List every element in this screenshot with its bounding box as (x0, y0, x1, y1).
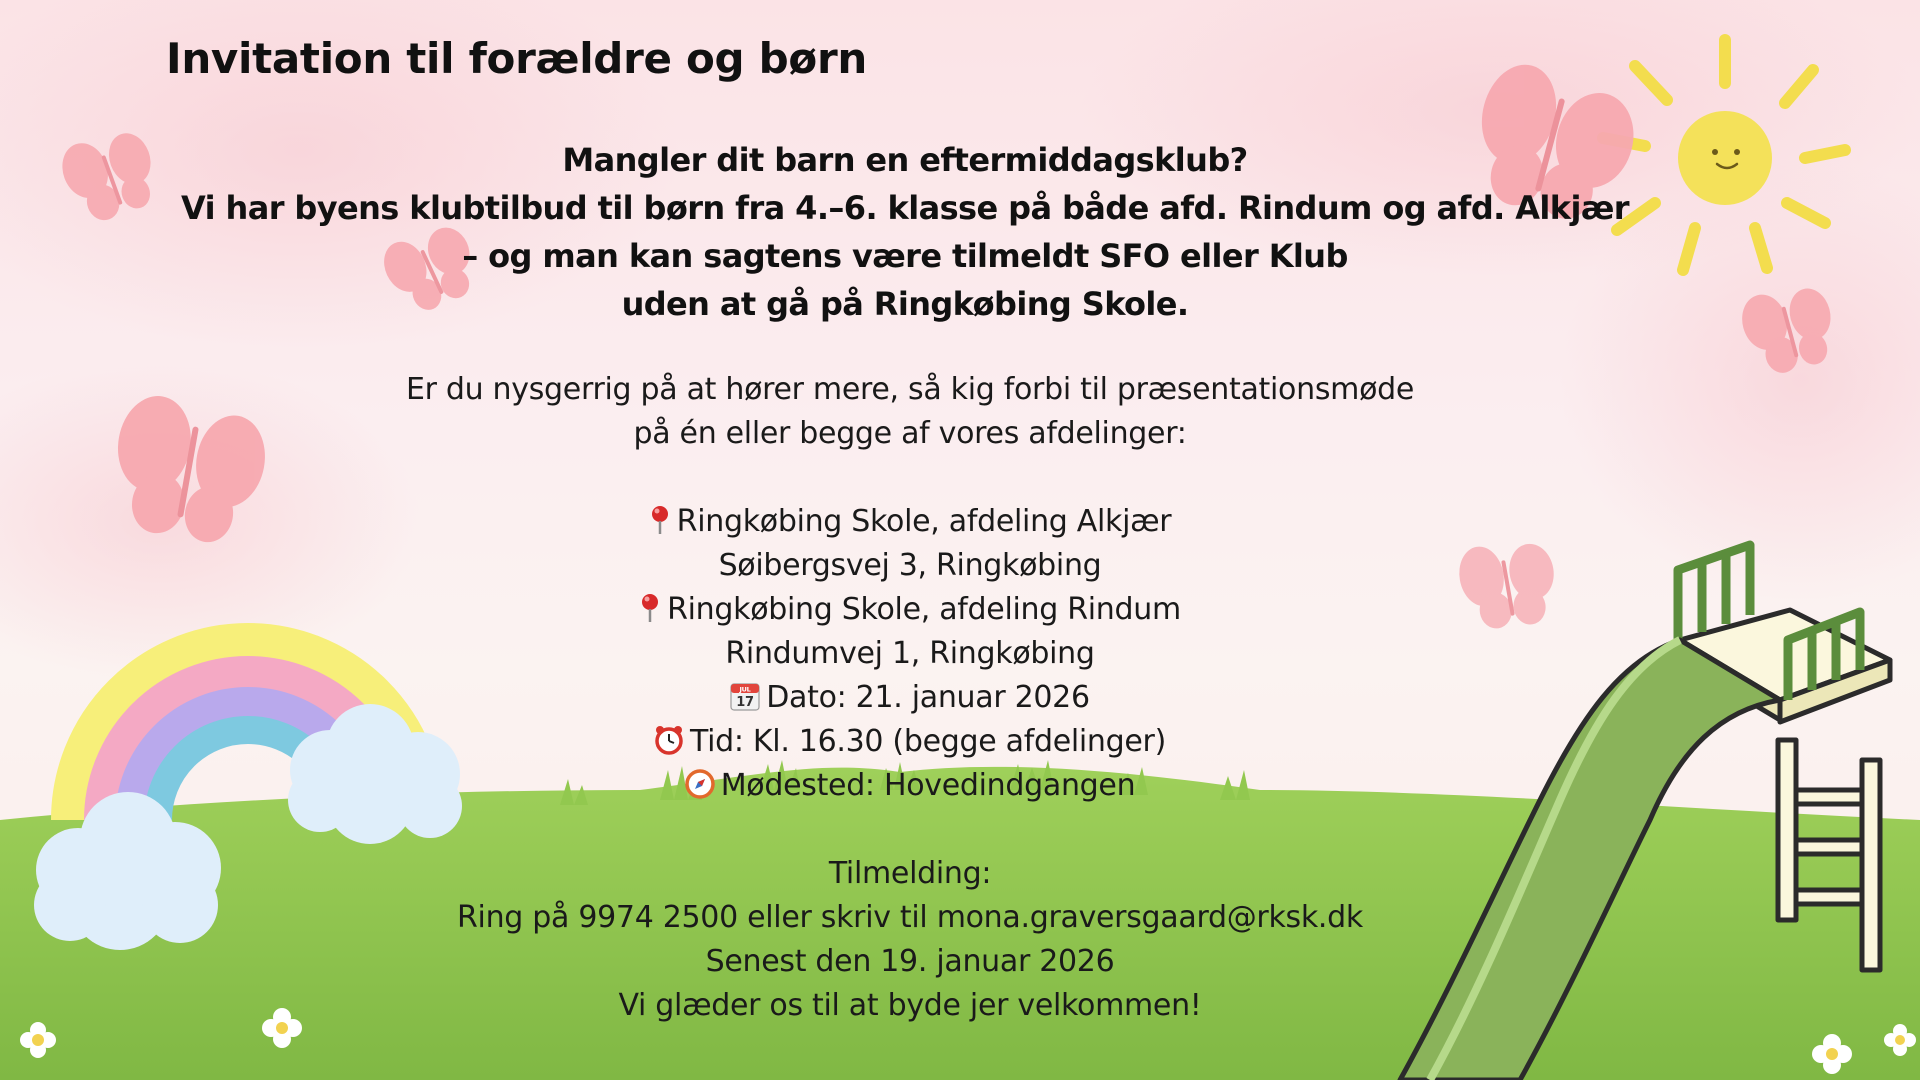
location-address: Rindumvej 1, Ringkøbing (725, 636, 1095, 671)
meeting-place-text: Mødested: Hovedindgangen (720, 768, 1136, 803)
meeting-details (310, 500, 1510, 808)
location-address: Søibergsvej 3, Ringkøbing (718, 548, 1102, 583)
compass-icon (685, 769, 715, 799)
meeting-place-line (310, 764, 1510, 808)
invite-line-2: på én eller begge af vores afdelinger: (633, 416, 1187, 451)
intro-line-3: – og man kan sagtens være tilmeldt SFO eller Klub (462, 237, 1348, 275)
time-text: Tid: Kl. 16.30 (begge afdelinger) (690, 724, 1166, 759)
date-text: Dato: 21. januar 2026 (766, 680, 1090, 715)
invite-paragraph (310, 368, 1510, 456)
signup-block (310, 852, 1510, 1028)
time-line (310, 720, 1510, 764)
intro-line-4: uden at gå på Ringkøbing Skole. (621, 285, 1189, 323)
intro-line-2: Vi har byens klubtilbud til børn fra 4.–6. klasse på både afd. Rindum og afd. Alkjær (181, 189, 1629, 227)
location-name: Ringkøbing Skole, afdeling Rindum (667, 592, 1181, 627)
closing-line: Vi glæder os til at byde jer velkommen! (618, 988, 1202, 1023)
intro-line-1: Mangler dit barn en eftermiddagsklub? (562, 141, 1248, 179)
date-line (310, 676, 1510, 720)
signup-deadline: Senest den 19. januar 2026 (705, 944, 1115, 979)
round-pushpin-icon (639, 593, 661, 623)
invite-line-1: Er du nysgerrig på at hører mere, så kig forbi til præsentationsmøde (405, 372, 1415, 407)
signup-contact: Ring på 9974 2500 eller skriv til mona.graversgaard@rksk.dk (457, 900, 1363, 935)
signup-heading: Tilmelding: (828, 856, 992, 891)
calendar-icon-day: 17 (736, 695, 754, 710)
alarm-clock-icon (654, 725, 684, 755)
location-item (310, 500, 1510, 544)
calendar-icon (730, 681, 760, 711)
page-title: Invitation til forældre og børn (166, 34, 867, 83)
intro-block (160, 136, 1650, 328)
round-pushpin-icon (649, 505, 671, 535)
calendar-icon-month: JUL (739, 685, 751, 694)
location-item (310, 588, 1510, 632)
location-name: Ringkøbing Skole, afdeling Alkjær (676, 504, 1172, 539)
